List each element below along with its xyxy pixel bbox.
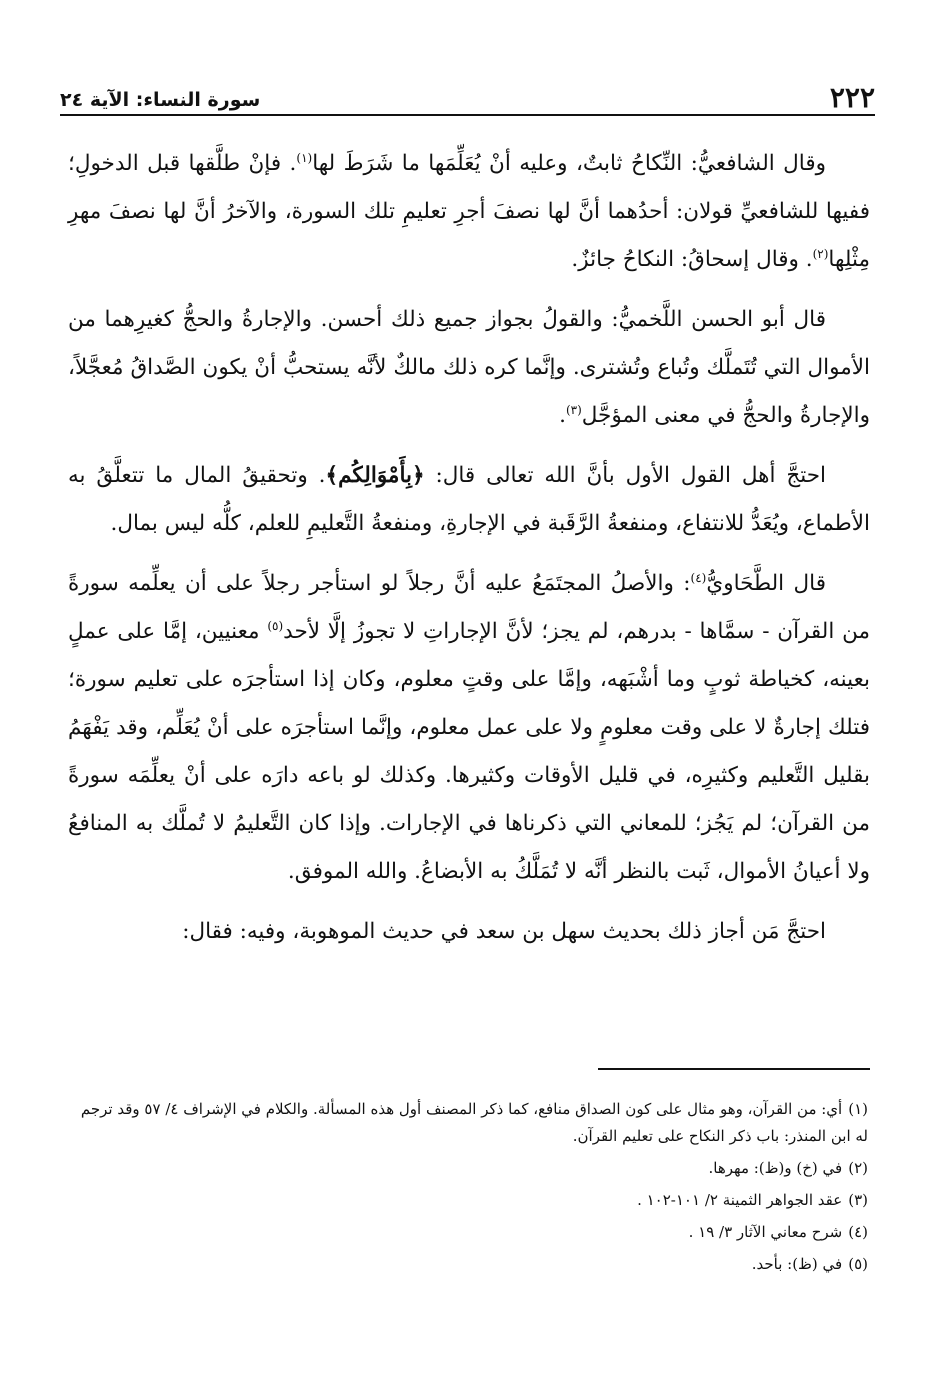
quran-quote: ﴿بِأَمْوَالِكُم﴾ bbox=[325, 463, 425, 488]
footnote-number: (٤) bbox=[848, 1223, 868, 1241]
page-header bbox=[60, 68, 875, 112]
footnote-ref[interactable]: (٣) bbox=[565, 402, 582, 417]
footnote-text: عقد الجواهر الثمينة ٢/ ١٠١-١٠٢ . bbox=[637, 1191, 843, 1209]
footnote-3 bbox=[70, 1187, 868, 1214]
header-rule bbox=[60, 114, 875, 116]
paragraph-text: . فإنْ طلَّقها قبل الدخولِ؛ ففيها للشافعيِّ قولان: أحدُهما أنَّ لها نصفَ أجرِ تعليمِ تلك السورة، والآخرُ أنَّ لها نصفَ مهرِ مِثْلِها bbox=[68, 151, 870, 272]
paragraph-text: قال أبو الحسن اللَّخميُّ: والقولُ بجواز جميع ذلك أحسن. والإجارةُ والحجُّ كغيرِهما من الأموال التي تُتَملَّك وتُباع وتُشترى. وإنَّما كره ذلك مالكٌ لأنَّه يستحبُّ أنْ يكون الصَّداقُ مُعجَّلاً، والإجارةُ والحجُّ في معنى المؤجَّل bbox=[68, 307, 870, 428]
paragraph-text: احتجَّ مَن أجاز ذلك بحديث سهل بن سعد في حديث الموهوبة، وفيه: فقال: bbox=[182, 919, 826, 944]
paragraph-lakhmi bbox=[68, 296, 870, 440]
footnote-2 bbox=[70, 1155, 868, 1182]
paragraph-sahl bbox=[68, 908, 870, 956]
footnote-4 bbox=[70, 1219, 868, 1246]
paragraph-text: احتجَّ أهل القول الأول بأنَّ الله تعالى قال: bbox=[424, 463, 827, 488]
footnote-ref[interactable]: (٥) bbox=[267, 618, 284, 633]
paragraph-text: : والأصلُ المجتَمَعُ عليه أنَّ رجلاً لو استأجر رجلاً على أن يعلِّمه سورةً من القرآن - سمَّاها - بدرهم، لم يجز؛ لأنَّ الإجاراتِ لا تجوزُ إلَّا لأحد bbox=[68, 571, 870, 644]
paragraph-text: . bbox=[559, 403, 566, 428]
main-text bbox=[68, 140, 870, 968]
footnote-ref[interactable]: (٤) bbox=[690, 570, 707, 585]
footnote-number: (٣) bbox=[848, 1191, 868, 1209]
page-number: ٢٢٢ bbox=[829, 81, 875, 114]
running-title: سورة النساء: الآية ٢٤ bbox=[60, 89, 261, 111]
footnote-text: في (ظ): بأحد. bbox=[751, 1255, 843, 1273]
paragraph-text: . وتحقيقُ المال ما تتعلَّقُ به الأطماع، ويُعَدُّ للانتفاع، ومنفعةُ الرَّقَبة في الإجارةِ، ومنفعةُ التَّعليمِ للعلم، كلُّه ليس بمال. bbox=[68, 463, 870, 536]
paragraph-text: قال الطَّحَاويُّ bbox=[706, 571, 826, 596]
footnote-ref[interactable]: (٢) bbox=[812, 246, 829, 261]
paragraph-shafii bbox=[68, 140, 870, 284]
paragraph-text: معنيين، إمَّا على عملٍ بعينه، كخياطة ثوبٍ وما أشْبَهه، وإمَّا على وقتٍ معلوم، وكان إذا استأجرَه على تعليم سورة؛ فتلك إجارةٌ لا على وقت معلومٍ ولا على عمل معلوم، وإنَّما استأجرَه على أنْ يُعَلِّم، وقد يَفْهَمُ بقليل التَّعليم وكثيرِه، في قليل الأوقات وكثيرها. وكذلك لو باعه دارَه على أنْ يعلِّمَه سورةً من القرآن؛ لم يَجُز؛ للمعاني التي ذكرناها في الإجارات. وإذا كان التَّعليمُ لا تُملَّك به المنافعُ ولا أعيانُ الأموال، ثَبت بالنظر أنَّه لا تُمَلَّكُ به الأبضاعُ. والله الموفق. bbox=[68, 619, 870, 884]
footnote-text: شرح معاني الآثار ٣/ ١٩ . bbox=[688, 1223, 843, 1241]
footnote-text: أي: من القرآن، وهو مثال على كون الصداق منافع، كما ذكر المصنف أول هذه المسألة. والكلام في الإشراف ٤/ ٥٧ وقد ترجم له ابن المنذر: باب ذكر النكاح على تعليم القرآن. bbox=[80, 1100, 868, 1145]
footnote-1 bbox=[70, 1096, 868, 1150]
footnote-number: (١) bbox=[848, 1100, 868, 1118]
footnote-rule bbox=[598, 1068, 870, 1070]
paragraph-text: . وقال إسحاقُ: النكاحُ جائزٌ. bbox=[571, 247, 813, 272]
footnote-number: (٢) bbox=[848, 1159, 868, 1177]
paragraph-text: وقال الشافعيُّ: النِّكاحُ ثابتٌ، وعليه أنْ يُعَلِّمَها ما شَرَطَ لها bbox=[312, 151, 826, 176]
footnote-number: (٥) bbox=[848, 1255, 868, 1273]
paragraph-tahawi bbox=[68, 560, 870, 896]
footnote-text: في (خ) و(ظ): مهرها. bbox=[708, 1159, 843, 1177]
footnote-ref[interactable]: (١) bbox=[296, 150, 313, 165]
footnote-5 bbox=[70, 1251, 868, 1278]
paragraph-first-opinion bbox=[68, 452, 870, 548]
footnotes bbox=[70, 1096, 868, 1283]
